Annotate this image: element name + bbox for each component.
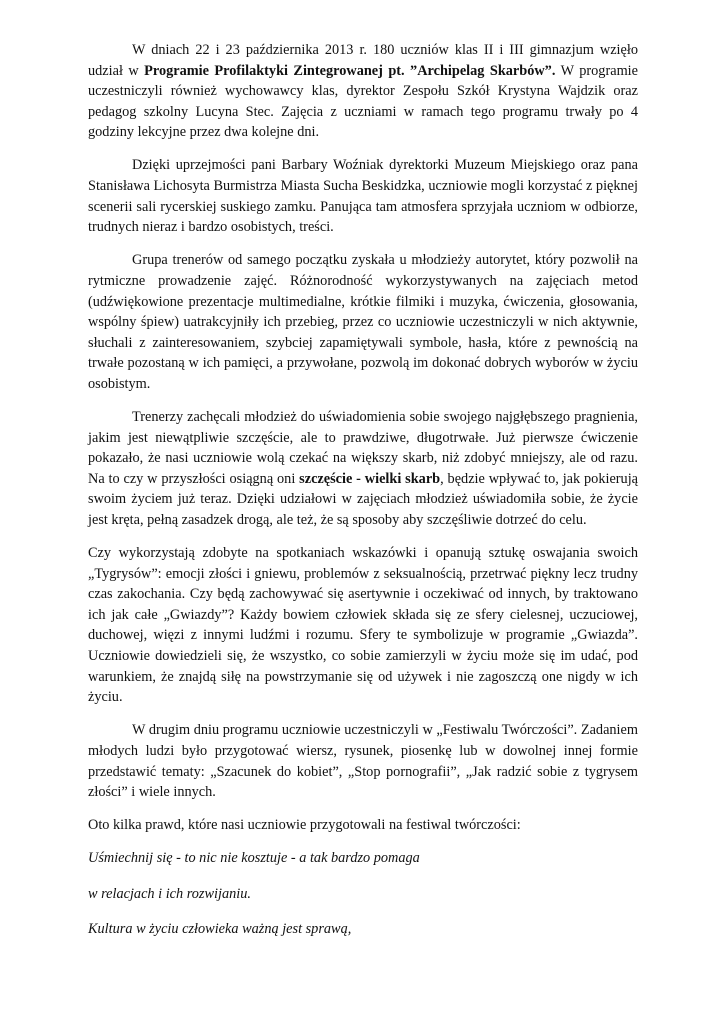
document-body: [88, 40, 638, 955]
happiness-treasure-bold: szczęście - wielki skarb: [299, 470, 441, 487]
paragraph-3: Grupa trenerów od samego początku zyskała u młodzieży autorytet, który pozwolił na rytmiczne prowadzenie zajęć. Różnorodność wykorzystywanych na zajęciach metod (udźwiękowione prezentacje multimedialne, krótkie filmiki i muzyka, ćwiczenia, głosowania, wspólny śpiew) uatrakcyjniły ich przebieg, przez co uczniowie uczestniczyli w nich aktywnie, słuchali z zainteresowaniem, szybciej zapamiętywali symbole, hasła, które z pewnością na trwałe pozostaną w ich pamięci, a przywołane, pozwolą im dokonać dobrych wyborów w życiu osobistym.: [88, 252, 638, 392]
quote-line-1: Uśmiechnij się - to nic nie kosztuje - a tak bardzo pomaga: [88, 850, 420, 867]
paragraph-1-text-a: W dniach 22 i 23 października 2013 r. 180 uczniów klas II i III gimnazjum wzięło udział w: [88, 42, 638, 79]
paragraph-2: Dzięki uprzejmości pani Barbary Woźniak dyrektorki Muzeum Miejskiego oraz pana Stanisława Lichosyta Burmistrza Miasta Sucha Beskidzka, uczniowie mogli korzystać z pięknej scenerii sali rycerskiej suskiego zamku. Panująca tam atmosfera sprzyjała uczniom w odbiorze, trudnych nieraz i bardzo osobistych, treści.: [88, 157, 638, 236]
paragraph-5: Czy wykorzystają zdobyte na spotkaniach wskazówki i opanują sztukę oswajania swoich „Tygrysów”: emocji złości i gniewu, problemów z seksualnością, przetrwać piękny lecz trudny czas zakochania. Czy będą zachowywać się asertywnie i oczekiwać od innych, by traktowano ich jak całe „Gwiazdy”? Każdy bowiem człowiek składa się ze sfery cielesnej, uczuciowej, duchowej, więzi z innymi ludźmi i rozumu. Sfery te symbolizuje w programie „Gwiazda”. Uczniowie dowiedzieli się, że wszystko, co sobie zamierzyli w życiu może się im udać, pod warunkiem, że znajdą siłę na powstrzymanie się od używek i nie zagoszczą one nigdy w ich życiu.: [88, 545, 638, 706]
quote-line-3: Kultura w życiu człowieka ważną jest sprawą,: [88, 921, 352, 938]
paragraph-4: [88, 407, 638, 531]
paragraph-4-text-c: , będzie wpływać to, jak pokierują swoim życiem już teraz. Dzięki udziałowi w zajęciach młodzież uświadomiła sobie, że życie jest kręta, pełną zasadzek drogą, ale też, że są sposoby aby szczęśliwie dotrzeć do celu.: [88, 470, 639, 528]
program-name-bold: Programie Profilaktyki Zintegrowanej pt. ”Archipelag Skarbów”.: [144, 62, 556, 79]
paragraph-7: Oto kilka prawd, które nasi uczniowie przygotowali na festiwal twórczości:: [88, 817, 521, 834]
paragraph-1: [88, 40, 638, 143]
paragraph-6: W drugim dniu programu uczniowie uczestniczyli w „Festiwalu Twórczości”. Zadaniem młodych ludzi było przygotować wiersz, rysunek, piosenkę lub w dowolnej innej formie przedstawić tematy: „Szacunek do kobiet”, „Stop pornografii”, „Jak radzić sobie z tygrysem złości” i wiele innych.: [88, 722, 638, 801]
paragraph-4-text-a: Trenerzy zachęcali młodzież do uświadomienia sobie swojego najgłębszego pragnienia, jakim jest niewątpliwie szczęście, ale to prawdziwe, długotrwałe. Już pierwsze ćwiczenie pokazało, że nasi uczniowie wolą czekać na większy skarb, niż zdobyć mniejszy, ale od razu. Na to czy w przyszłości osiągną oni: [88, 409, 638, 487]
quote-line-2: w relacjach i ich rozwijaniu.: [88, 885, 251, 902]
paragraph-1-text-c: W programie uczestniczyli również wychowawcy klas, dyrektor Zespołu Szkół Krystyna Wajdzik oraz pedagog szkolny Lucyna Stec. Zajęcia z uczniami w ramach tego programu trwały po 4 godziny lekcyjne przez dwa kolejne dni.: [88, 62, 639, 141]
